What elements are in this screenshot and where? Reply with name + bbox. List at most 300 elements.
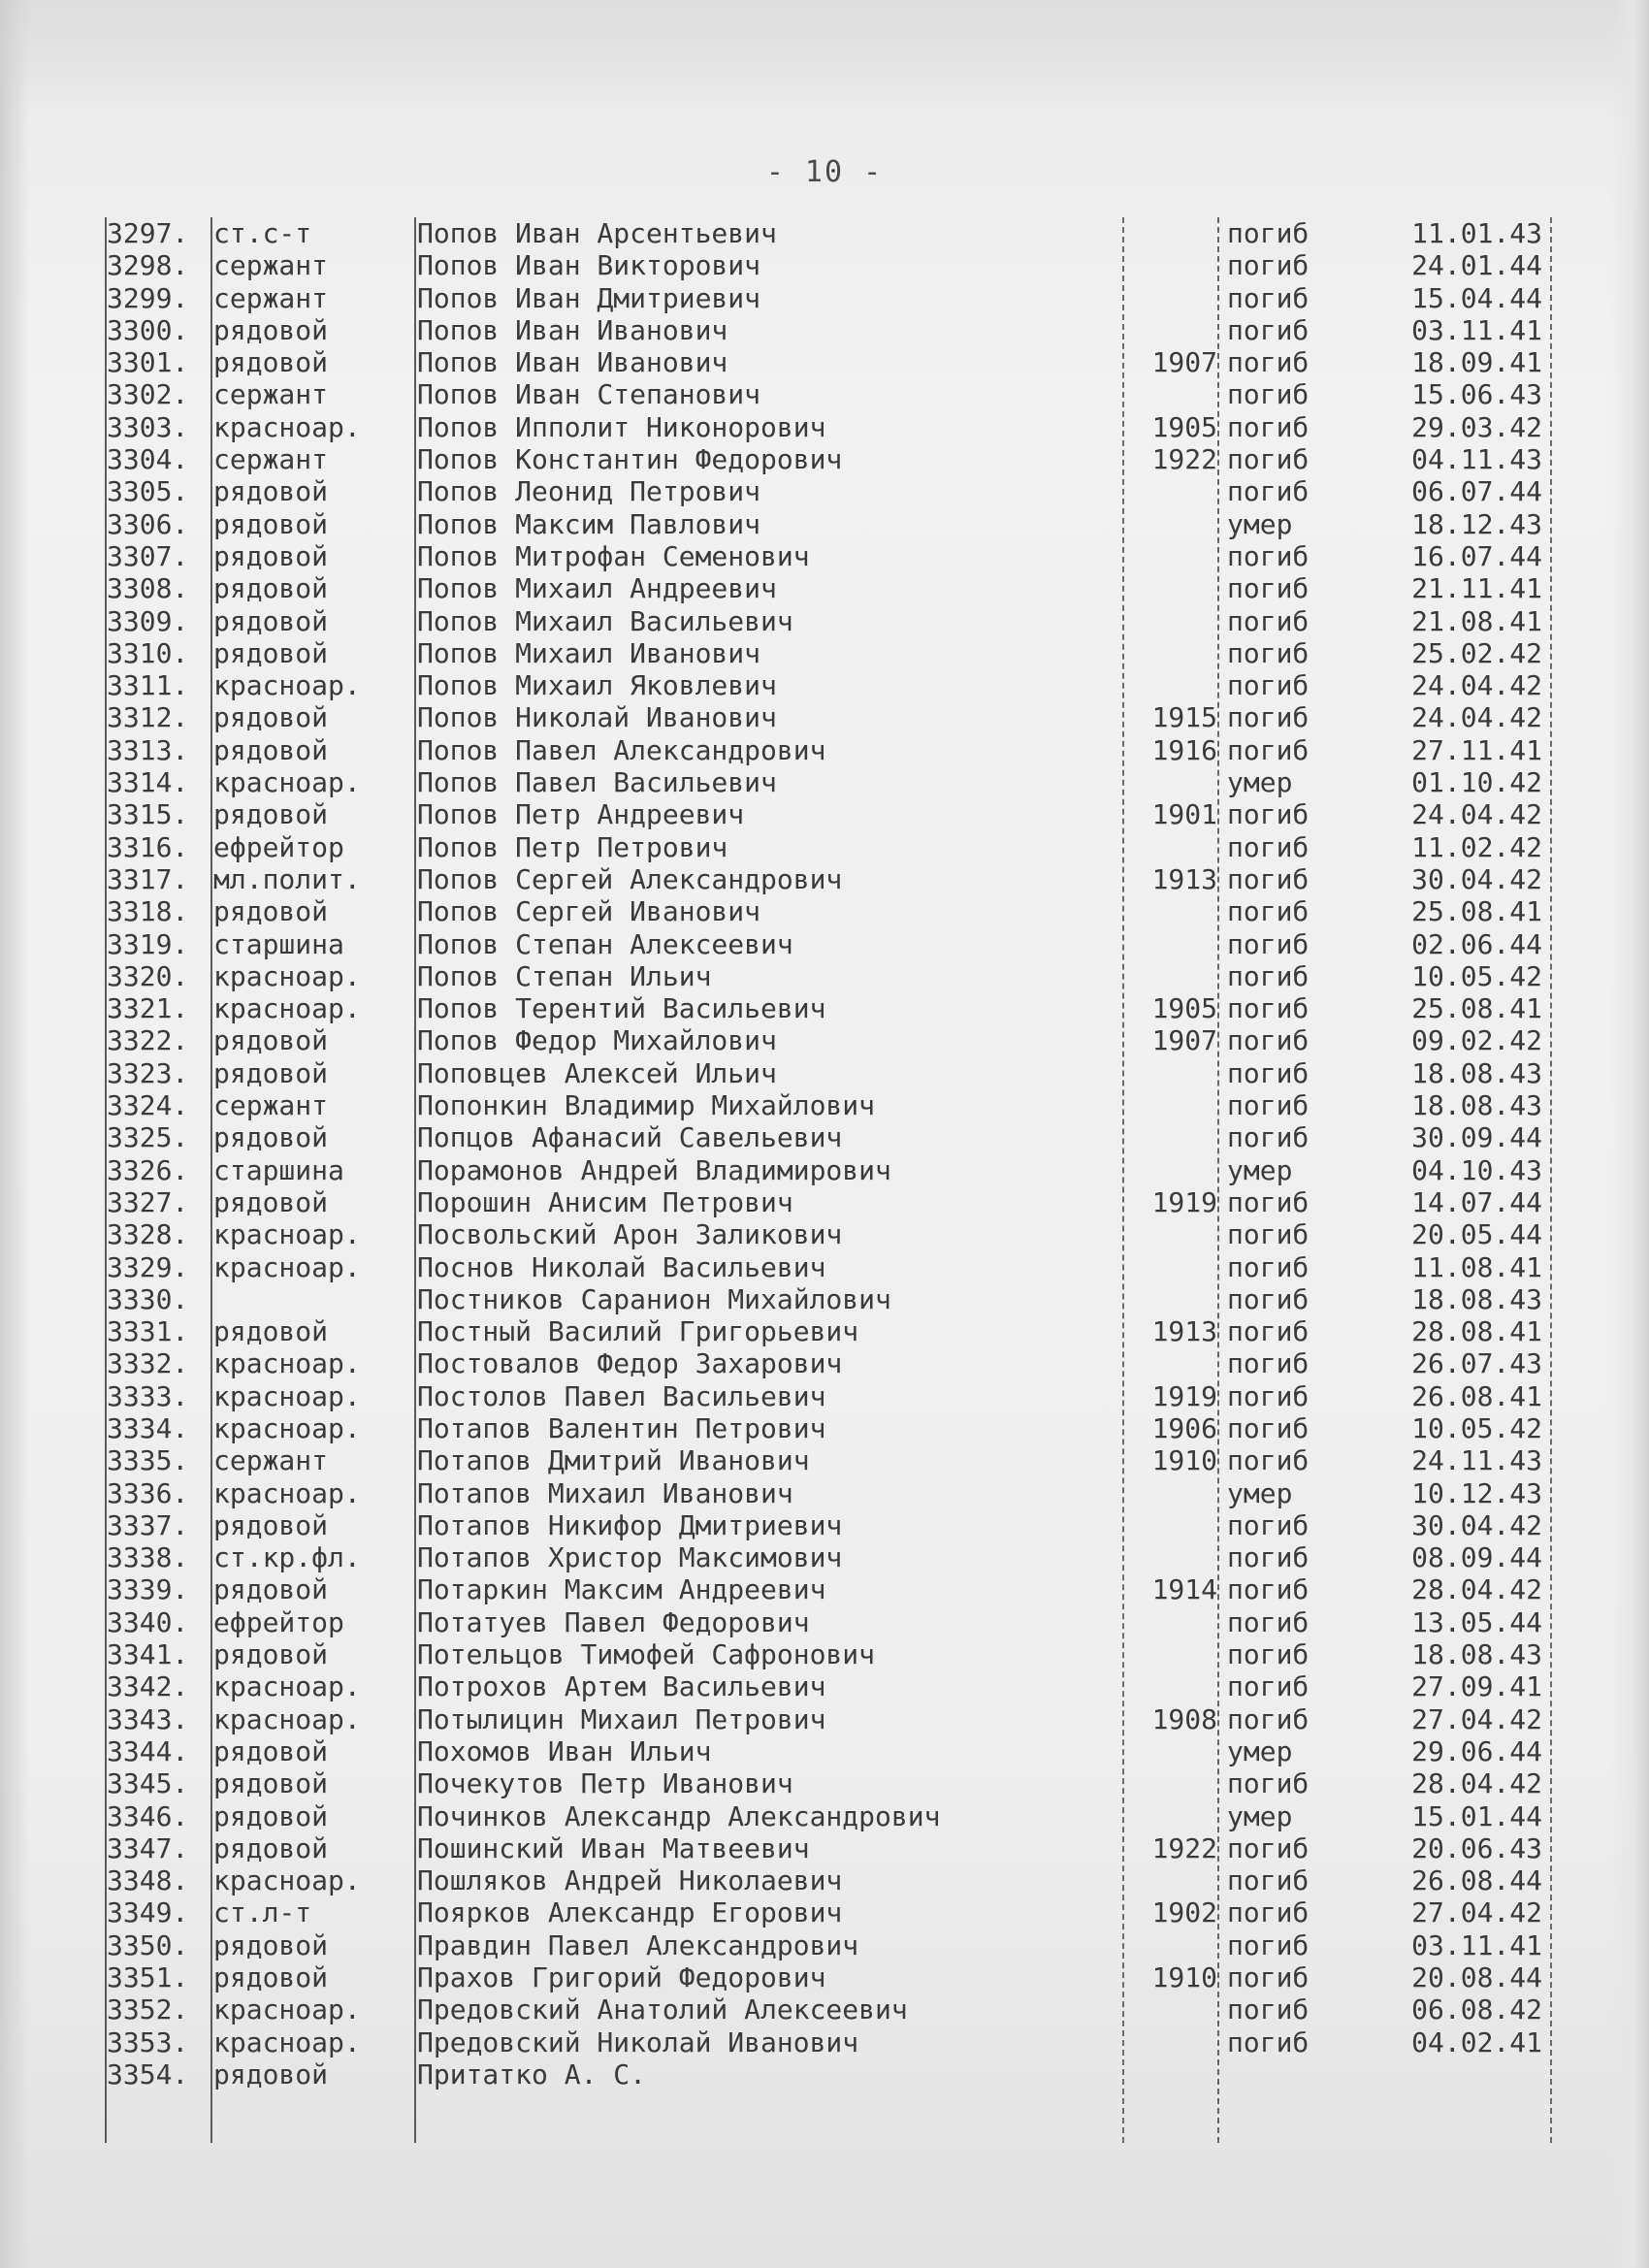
full-name: Постный Василий Григорьевич [417,1315,859,1348]
date-of-death: 09.02.42 [1411,1024,1542,1057]
date-of-death: 30.09.44 [1411,1121,1542,1154]
record-number: 3340. [107,1605,189,1638]
full-name: Поснов Николай Васильевич [417,1250,826,1283]
military-rank: красноар. [213,1347,361,1380]
date-of-death: 06.07.44 [1411,475,1542,508]
full-name: Попов Митрофан Семенович [417,539,810,572]
record-number: 3310. [107,636,189,669]
date-of-death: 18.08.43 [1411,1638,1542,1671]
full-name: Попов Степан Алексеевич [417,927,793,960]
list-item [107,992,1557,1024]
military-rank: сержант [213,1089,329,1122]
record-number: 3317. [107,862,189,895]
military-rank: красноар. [213,1379,361,1412]
date-of-death: 26.08.41 [1411,1379,1542,1412]
military-rank: сержант [213,281,329,314]
military-rank: красноар. [213,2025,361,2058]
military-rank: сержант [213,378,329,411]
military-rank: старшина [213,1153,344,1186]
full-name: Попонкин Владимир Михайлович [417,1089,876,1122]
fate-status: погиб [1227,1864,1310,1897]
list-item [107,960,1557,992]
record-number: 3332. [107,1347,189,1380]
fate-status: погиб [1227,733,1310,766]
military-rank: ефрейтор [213,830,344,863]
full-name: Постолов Павел Васильевич [417,1379,826,1412]
full-name: Попов Сергей Иванович [417,895,761,928]
date-of-death: 26.07.43 [1411,1347,1542,1380]
military-rank: рядовой [213,1767,329,1800]
record-number: 3354. [107,2057,189,2090]
fate-status: погиб [1227,475,1310,508]
date-of-death: 15.01.44 [1411,1799,1542,1832]
full-name: Попов Иван Арсентьевич [417,217,777,249]
record-number: 3353. [107,2025,189,2058]
list-item [107,928,1557,960]
fate-status: погиб [1227,1250,1310,1283]
date-of-death: 18.12.43 [1411,507,1542,540]
full-name: Попов Михаил Васильевич [417,604,793,637]
fate-status: умер [1227,1799,1293,1832]
fate-status: погиб [1227,1282,1310,1315]
full-name: Предовский Николай Иванович [417,2025,859,2058]
record-number: 3335. [107,1444,189,1477]
list-item [107,863,1557,895]
military-rank: рядовой [213,636,329,669]
birth-year: 1910 [1151,1961,1217,1994]
military-rank: рядовой [213,475,329,508]
fate-status: погиб [1227,539,1310,572]
list-item [107,1993,1557,2025]
list-item [107,1024,1557,1056]
full-name: Попов Иван Дмитриевич [417,281,761,314]
list-item [107,249,1557,281]
full-name: Попов Максим Павлович [417,507,761,540]
list-item [107,1477,1557,1509]
birth-year: 1910 [1151,1444,1217,1477]
date-of-death: 18.08.43 [1411,1056,1542,1089]
date-of-death: 21.11.41 [1411,572,1542,605]
record-number: 3343. [107,1702,189,1735]
record-number: 3327. [107,1185,189,1218]
record-number: 3311. [107,669,189,702]
fate-status: погиб [1227,217,1310,249]
military-rank: мл.полит. [213,862,361,895]
record-number: 3345. [107,1767,189,1800]
birth-year: 1901 [1151,798,1217,831]
record-number: 3352. [107,1993,189,2026]
record-number: 3333. [107,1379,189,1412]
list-item [107,378,1557,410]
fate-status: погиб [1227,1121,1310,1154]
fate-status: погиб [1227,443,1310,476]
military-rank: красноар. [213,1702,361,1735]
full-name: Попов Федор Михайлович [417,1024,777,1057]
record-number: 3338. [107,1541,189,1574]
fate-status: погиб [1227,2025,1310,2058]
date-of-death: 18.08.43 [1411,1282,1542,1315]
date-of-death: 30.04.42 [1411,1508,1542,1541]
full-name: Попов Николай Иванович [417,701,777,734]
record-number: 3341. [107,1638,189,1671]
date-of-death: 14.07.44 [1411,1185,1542,1218]
record-number: 3307. [107,539,189,572]
fate-status: погиб [1227,1444,1310,1477]
date-of-death: 03.11.41 [1411,1928,1542,1961]
fate-status: погиб [1227,830,1310,863]
military-rank: красноар. [213,1476,361,1509]
list-item [107,508,1557,540]
full-name: Постовалов Федор Захарович [417,1347,843,1380]
military-rank: рядовой [213,733,329,766]
date-of-death: 24.01.44 [1411,249,1542,282]
date-of-death: 11.08.41 [1411,1250,1542,1283]
record-number: 3300. [107,313,189,346]
fate-status: погиб [1227,992,1310,1025]
full-name: Попов Петр Андреевич [417,798,745,831]
list-item [107,831,1557,863]
full-name: Попов Петр Петрович [417,830,728,863]
list-item [107,1412,1557,1444]
date-of-death: 04.02.41 [1411,2025,1542,2058]
military-rank: красноар. [213,410,361,443]
list-item [107,1864,1557,1896]
military-rank: красноар. [213,959,361,992]
record-number: 3309. [107,604,189,637]
list-item [107,1089,1557,1121]
full-name: Постников Саранион Михайлович [417,1282,891,1315]
fate-status: погиб [1227,1024,1310,1057]
fate-status: погиб [1227,1185,1310,1218]
military-rank: ст.кр.фл. [213,1541,361,1574]
date-of-death: 27.04.42 [1411,1702,1542,1735]
list-item [107,314,1557,346]
record-number: 3323. [107,1056,189,1089]
record-number: 3320. [107,959,189,992]
full-name: Потапов Никифор Дмитриевич [417,1508,843,1541]
date-of-death: 11.01.43 [1411,217,1542,249]
record-number: 3330. [107,1282,189,1315]
date-of-death: 10.05.42 [1411,1411,1542,1444]
list-item [107,1057,1557,1089]
military-rank: рядовой [213,1185,329,1218]
fate-status: погиб [1227,895,1310,928]
full-name: Попов Иван Иванович [417,346,728,379]
military-rank: красноар. [213,669,361,702]
full-name: Попов Михаил Иванович [417,636,761,669]
military-rank: красноар. [213,1411,361,1444]
birth-year: 1907 [1151,346,1217,379]
fate-status: погиб [1227,959,1310,992]
birth-year: 1919 [1151,1379,1217,1412]
list-item [107,346,1557,378]
full-name: Потапов Михаил Иванович [417,1476,793,1509]
record-number: 3304. [107,443,189,476]
date-of-death: 20.08.44 [1411,1961,1542,1994]
fate-status: погиб [1227,346,1310,379]
record-number: 3316. [107,830,189,863]
birth-year: 1907 [1151,1024,1217,1057]
full-name: Пошляков Андрей Николаевич [417,1864,843,1897]
date-of-death: 28.04.42 [1411,1767,1542,1800]
date-of-death: 13.05.44 [1411,1605,1542,1638]
full-name: Потаркин Максим Андреевич [417,1573,826,1606]
full-name: Попов Михаил Яковлевич [417,669,777,702]
fate-status: погиб [1227,1605,1310,1638]
military-rank: красноар. [213,1670,361,1703]
date-of-death: 04.10.43 [1411,1153,1542,1186]
military-rank: красноар. [213,1864,361,1897]
record-number: 3306. [107,507,189,540]
full-name: Потапов Дмитрий Иванович [417,1444,810,1477]
fate-status: погиб [1227,604,1310,637]
date-of-death: 24.11.43 [1411,1444,1542,1477]
record-number: 3299. [107,281,189,314]
list-item [107,669,1557,701]
list-item [107,1606,1557,1638]
military-rank: красноар. [213,1993,361,2026]
date-of-death: 27.09.41 [1411,1670,1542,1703]
list-item [107,1251,1557,1283]
full-name: Попцов Афанасий Савельевич [417,1121,843,1154]
casualty-list [107,217,1557,2090]
full-name: Посвольский Арон Заликович [417,1218,843,1251]
record-number: 3347. [107,1831,189,1864]
date-of-death: 01.10.42 [1411,766,1542,799]
date-of-death: 08.09.44 [1411,1541,1542,1574]
date-of-death: 26.08.44 [1411,1864,1542,1897]
list-item [107,1800,1557,1832]
full-name: Попов Михаил Андреевич [417,572,777,605]
military-rank: рядовой [213,1056,329,1089]
full-name: Потельцов Тимофей Сафронович [417,1638,876,1671]
record-number: 3334. [107,1411,189,1444]
date-of-death: 10.05.42 [1411,959,1542,992]
record-number: 3298. [107,249,189,282]
birth-year: 1913 [1151,1315,1217,1348]
record-number: 3350. [107,1928,189,1961]
record-number: 3318. [107,895,189,928]
list-item [107,572,1557,604]
birth-year: 1906 [1151,1411,1217,1444]
birth-year: 1922 [1151,443,1217,476]
list-item [107,1896,1557,1928]
list-item [107,1347,1557,1379]
record-number: 3351. [107,1961,189,1994]
record-number: 3305. [107,475,189,508]
fate-status: погиб [1227,1347,1310,1380]
list-item [107,1186,1557,1218]
military-rank: сержант [213,249,329,282]
record-number: 3328. [107,1218,189,1251]
date-of-death: 10.12.43 [1411,1476,1542,1509]
full-name: Притатко А. С. [417,2057,647,2090]
military-rank: рядовой [213,1315,329,1348]
birth-year: 1922 [1151,1831,1217,1864]
military-rank: рядовой [213,1831,329,1864]
list-item [107,540,1557,572]
military-rank: старшина [213,927,344,960]
list-item [107,1638,1557,1670]
list-item [107,1735,1557,1767]
full-name: Попов Терентий Васильевич [417,992,826,1025]
full-name: Попов Сергей Александрович [417,862,843,895]
full-name: Порамонов Андрей Владимирович [417,1153,891,1186]
record-number: 3339. [107,1573,189,1606]
military-rank: ефрейтор [213,1605,344,1638]
fate-status: погиб [1227,1993,1310,2026]
date-of-death: 16.07.44 [1411,539,1542,572]
fate-status: погиб [1227,862,1310,895]
fate-status: умер [1227,507,1293,540]
military-rank: рядовой [213,1024,329,1057]
fate-status: погиб [1227,1573,1310,1606]
birth-year: 1902 [1151,1896,1217,1929]
list-item [107,701,1557,733]
date-of-death: 25.02.42 [1411,636,1542,669]
fate-status: погиб [1227,572,1310,605]
birth-year: 1905 [1151,410,1217,443]
fate-status: погиб [1227,1089,1310,1122]
list-item [107,2058,1557,2090]
list-item [107,1541,1557,1573]
full-name: Попов Иван Викторович [417,249,761,282]
record-number: 3326. [107,1153,189,1186]
record-number: 3302. [107,378,189,411]
date-of-death: 02.06.44 [1411,927,1542,960]
military-rank: рядовой [213,2057,329,2090]
list-item [107,1573,1557,1605]
record-number: 3312. [107,701,189,734]
record-number: 3346. [107,1799,189,1832]
full-name: Почекутов Петр Иванович [417,1767,793,1800]
military-rank: рядовой [213,798,329,831]
full-name: Попов Леонид Петрович [417,475,761,508]
full-name: Поповцев Алексей Ильич [417,1056,777,1089]
full-name: Потрохов Артем Васильевич [417,1670,826,1703]
military-rank: красноар. [213,1250,361,1283]
fate-status: погиб [1227,1379,1310,1412]
full-name: Попов Павел Александрович [417,733,826,766]
record-number: 3342. [107,1670,189,1703]
list-item [107,475,1557,507]
record-number: 3322. [107,1024,189,1057]
full-name: Пошинский Иван Матвеевич [417,1831,810,1864]
fate-status: погиб [1227,669,1310,702]
full-name: Починков Александр Александрович [417,1799,941,1832]
fate-status: погиб [1227,927,1310,960]
full-name: Попов Ипполит Никонорович [417,410,826,443]
date-of-death: 28.04.42 [1411,1573,1542,1606]
scan-shadow-left [0,0,29,2268]
record-number: 3315. [107,798,189,831]
fate-status: погиб [1227,281,1310,314]
birth-year: 1915 [1151,701,1217,734]
fate-status: погиб [1227,1056,1310,1089]
list-item [107,1380,1557,1412]
military-rank: рядовой [213,701,329,734]
list-item [107,1154,1557,1186]
list-item [107,637,1557,669]
list-item [107,1283,1557,1315]
full-name: Потылицин Михаил Петрович [417,1702,826,1735]
fate-status: погиб [1227,1702,1310,1735]
list-item [107,1218,1557,1250]
full-name: Поярков Александр Егорович [417,1896,843,1929]
date-of-death: 11.02.42 [1411,830,1542,863]
fate-status: погиб [1227,1767,1310,1800]
fate-status: погиб [1227,1670,1310,1703]
full-name: Правдин Павел Александрович [417,1928,859,1961]
list-item [107,1315,1557,1347]
list-item [107,1961,1557,1993]
date-of-death: 25.08.41 [1411,992,1542,1025]
date-of-death: 30.04.42 [1411,862,1542,895]
fate-status: погиб [1227,1831,1310,1864]
full-name: Попов Павел Васильевич [417,766,777,799]
record-number: 3325. [107,1121,189,1154]
military-rank: красноар. [213,766,361,799]
full-name: Попов Иван Степанович [417,378,761,411]
list-item [107,1767,1557,1799]
military-rank: рядовой [213,895,329,928]
military-rank: рядовой [213,1734,329,1767]
fate-status: погиб [1227,1896,1310,1929]
military-rank: сержант [213,443,329,476]
fate-status: погиб [1227,636,1310,669]
record-number: 3337. [107,1508,189,1541]
date-of-death: 29.06.44 [1411,1734,1542,1767]
record-number: 3308. [107,572,189,605]
military-rank: рядовой [213,313,329,346]
birth-year: 1916 [1151,733,1217,766]
full-name: Попов Константин Федорович [417,443,843,476]
list-item [107,734,1557,766]
date-of-death: 21.08.41 [1411,604,1542,637]
date-of-death: 04.11.43 [1411,443,1542,476]
birth-year: 1905 [1151,992,1217,1025]
military-rank: рядовой [213,539,329,572]
date-of-death: 20.06.43 [1411,1831,1542,1864]
full-name: Порошин Анисим Петрович [417,1185,793,1218]
military-rank: рядовой [213,346,329,379]
date-of-death: 24.04.42 [1411,798,1542,831]
military-rank: рядовой [213,1573,329,1606]
record-number: 3321. [107,992,189,1025]
birth-year: 1914 [1151,1573,1217,1606]
page-number: - 10 - [765,155,884,189]
record-number: 3331. [107,1315,189,1348]
date-of-death: 15.04.44 [1411,281,1542,314]
military-rank: рядовой [213,1799,329,1832]
list-item [107,443,1557,475]
fate-status: умер [1227,1476,1293,1509]
military-rank: рядовой [213,572,329,605]
record-number: 3344. [107,1734,189,1767]
date-of-death: 03.11.41 [1411,313,1542,346]
military-rank: ст.л-т [213,1896,312,1929]
military-rank: рядовой [213,1961,329,1994]
date-of-death: 28.08.41 [1411,1315,1542,1348]
list-item [107,1121,1557,1153]
scan-shadow-right [1610,0,1649,2268]
list-item [107,411,1557,443]
fate-status: умер [1227,1153,1293,1186]
full-name: Попов Степан Ильич [417,959,712,992]
fate-status: погиб [1227,1928,1310,1961]
record-number: 3324. [107,1089,189,1122]
fate-status: умер [1227,766,1293,799]
